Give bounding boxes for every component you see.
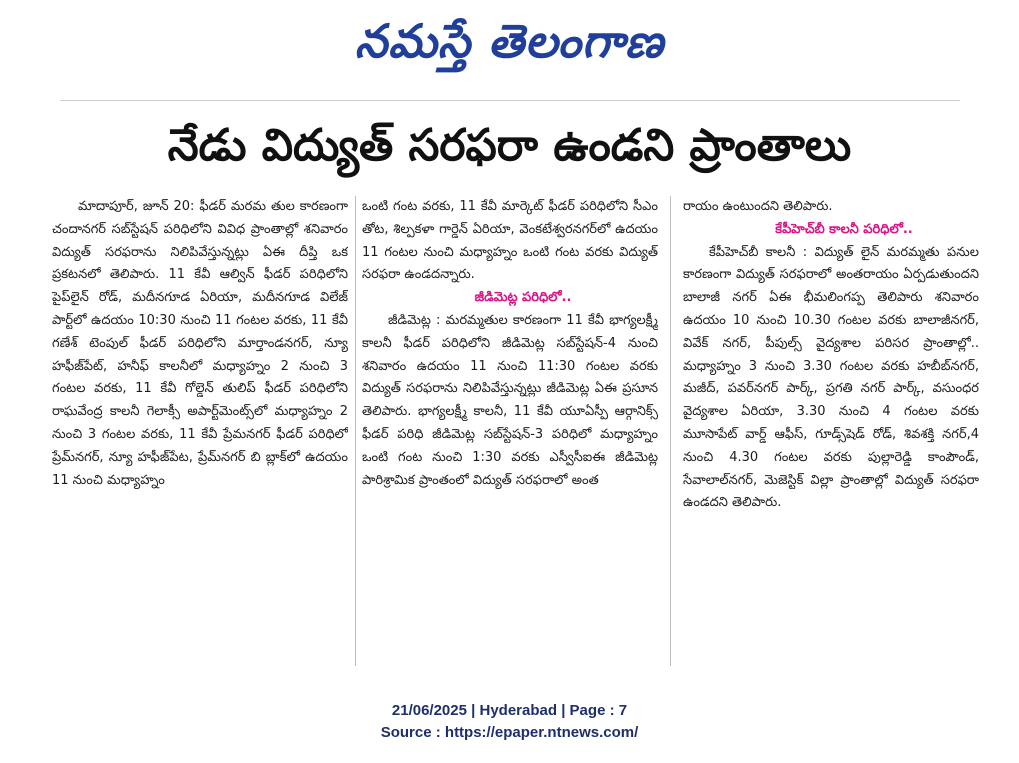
article-column-1 — [52, 196, 348, 671]
column-3-paragraph-continued: రాయం ఉంటుందని తెలిపారు. — [683, 199, 833, 214]
footer-source: Source : https://epaper.ntnews.com/ — [380, 724, 639, 741]
column-3-paragraph: కేపీహెచ్‌బీ కాలనీ : విద్యుత్ లైన్ మరమ్మతు పనుల కారణంగా విద్యుత్ సరఫరాలో అంతరాయం ఏర్పడుతుందని బాలాజీ నగర్ ఏఈ భీమలింగప్ప తెలిపారు శనివారం ఉదయం 10 నుంచి 10.30 గంటల వరకు బాలాజీనగర్, వివేక్ నగర్, పీపుల్స్ వైద్యశాల పరిసర ప్రాంతాల్లో.. మధ్యాహ్నం 3 నుంచి 3.30 గంటల వరకు హబీబ్‌నగర్, మజీద్, పవర్‌నగర్ పార్క్, ప్రగతి నగర్ పార్క్, వసుంధర వైద్యశాల ఏరియా, 3.30 నుంచి 4 గంటల వరకు మూసాపేట్ వార్డ్ ఆఫీస్, గూడ్స్‌షెడ్ రోడ్, శివశక్తి నగర్,4 నుంచి 4.30 గంటల వరకు పుల్లారెడ్డి కాంపౌండ్, సేవాలాల్‌నగర్, మెజెస్టిక్ విల్లా ప్రాంతాల్లో విద్యుత్ సరఫరా ఉండదని తెలిపారు. — [683, 244, 979, 511]
masthead-divider — [60, 100, 960, 101]
column-divider — [670, 196, 671, 666]
article-column-2 — [362, 196, 658, 671]
column-1-paragraph: మాదాపూర్, జూన్ 20: ఫీడర్ మరమ తుల కారణంగా చందానగర్ సబ్‌స్టేషన్ పరిధిలోని వివిధ ప్రాంతాల్లో శనివారం విద్యుత్ సరఫరాను నిలిపివేస్తున్నట్లు ఏఈ దీప్తి ఒక ప్రకటనలో తెలిపారు. 11 కేవీ ఆల్విన్ ఫీడర్ పరిధిలోని పైప్‌లైన్ రోడ్, మదీనగూడ ఏరియా, మదీనగూడ విలేజ్ పార్ట్‌లో ఉదయం 10:30 నుంచి 11 గంటల వరకు, 11 కేవీ గణేశ్ టెంపుల్ ఫీడర్ పరిధిలోని మార్తాండనగర్, న్యూ హఫీజ్‌పేట్, హనీఫ్ కాలనీలో మధ్యాహ్నం 2 నుంచి 3 గంటల వరకు, 11 కేవీ గోల్డెన్ తులిప్ ఫీడర్ పరిధిలోని రాఘవేంద్ర కాలనీ గెలాక్సీ అపార్ట్‌మెంట్స్‌లో మధ్యాహ్నం 2 నుంచి 3 గంటల వరకు, 11 కేవీ ప్రేమనగర్ ఫీడర్ పరిధిలో ప్రేమ్‌నగర్, న్యూ హఫీజ్‌పేట, ప్రేమ్‌నగర్ బి బ్లాక్‌లో ఉదయం 11 నుంచి మధ్యాహ్నం — [52, 199, 348, 488]
jeedimetla-subheading: జీడిమెట్ల పరిధిలో.. — [474, 290, 572, 306]
kphb-colony-subheading: కేపీహెచ్‌బీ కాలనీ పరిధిలో.. — [775, 221, 913, 237]
newspaper-masthead-logo: నమస్తే తెలంగాణ — [354, 14, 665, 68]
article-headline: నేడు విద్యుత్ సరఫరా ఉండని ప్రాంతాలు — [167, 120, 852, 171]
column-2-paragraph: జీడిమెట్ల : మరమ్మతుల కారణంగా 11 కేవీ భాగ్యలక్ష్మీ కాలనీ ఫీడర్ పరిధిలోని జీడిమెట్ల సబ్‌స్టేషన్-4 నుంచి శనివారం ఉదయం 11 నుంచి 11:30 గంటల వరకు విద్యుత్ సరఫరాను నిలిపివేస్తున్నట్లు జీడిమెట్ల ఏఈ ప్రసూన తెలిపారు. భాగ్యలక్ష్మీ కాలనీ, 11 కేవీ యూఏస్పీ ఆర్గానిక్స్ ఫీడర్ పరిధి జీడిమెట్ల సబ్‌స్టేషన్-3 పరిధిలో మధ్యాహ్నం ఒంటి గంట నుంచి 1:30 వరకు ఎస్వీసీఐఈ జీడిమెట్ల పారిశ్రామిక ప్రాంతంలో విద్యుత్ సరఫరాలో అంత — [362, 312, 658, 488]
footer-date-edition: 21/06/2025 | Hyderabad | Page : 7 — [391, 702, 628, 719]
article-column-3 — [683, 196, 979, 671]
column-2-paragraph-continued: ఒంటి గంట వరకు, 11 కేవీ మార్కెట్ ఫీడర్ పరిధిలోని సీఎం తోట, శిల్పకళా గార్డెన్ ఏరియా, వెంకటేశ్వరనగర్‌లో ఉదయం 11 గంటల నుంచి మధ్యాహ్నం ఒంటి గంట వరకు విద్యుత్ సరఫరా ఉండదన్నారు. — [362, 199, 658, 283]
column-divider — [355, 196, 356, 666]
